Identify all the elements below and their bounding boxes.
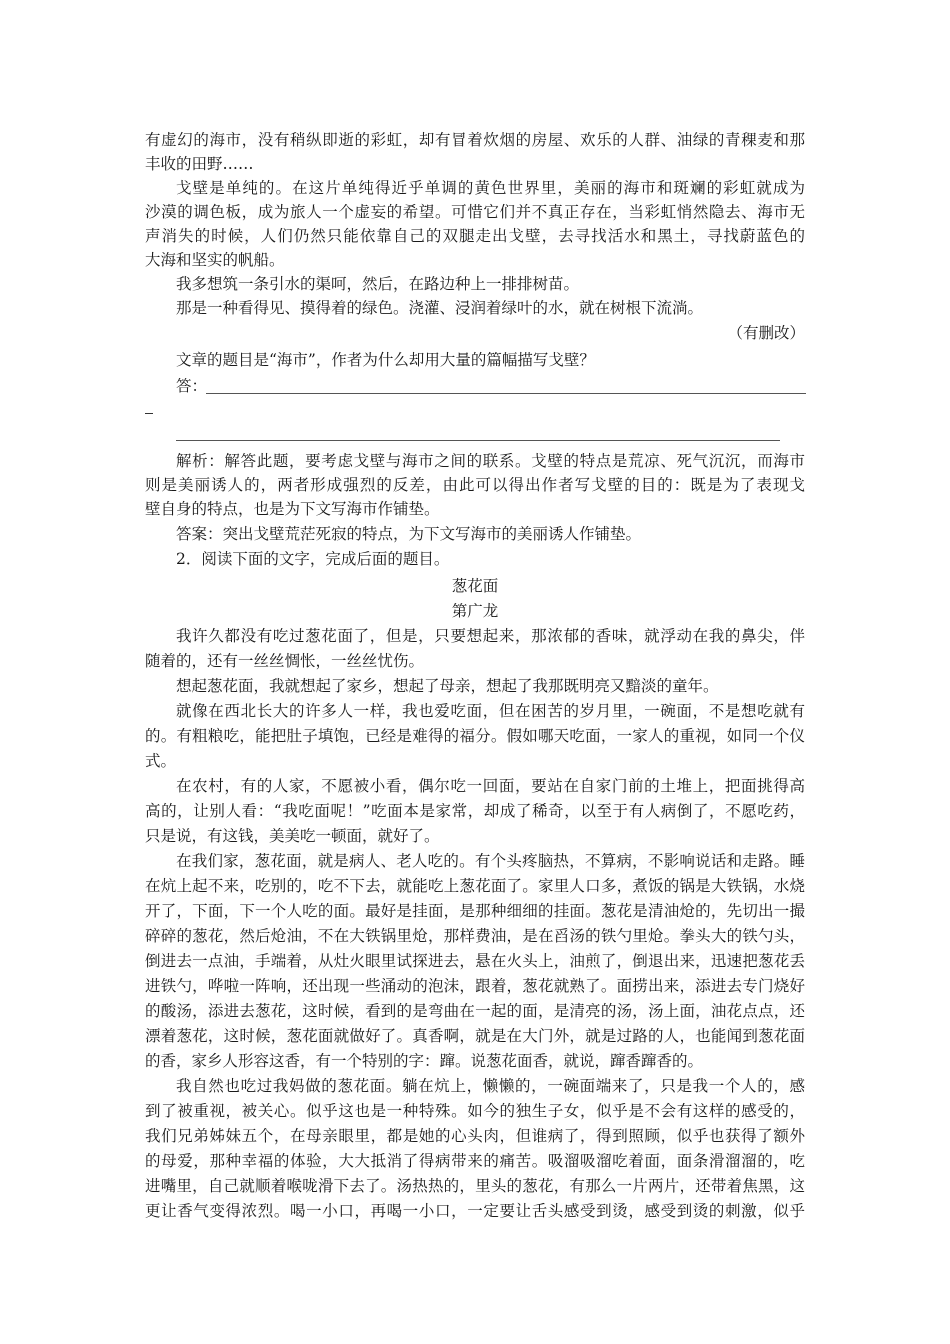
text-line: 只是说，有这钱，美美吃一顿面，就好了。 [145,827,440,845]
text-line: 有虚幻的海市，没有稍纵即逝的彩虹，却有冒着炊烟的房屋、欢乐的人群、油绿的青稞麦和那 [145,131,805,149]
text-line: 想起葱花面，我就想起了家乡，想起了母亲，想起了我那既明亮又黯淡的童年。 [176,677,719,695]
text-line: 碎碎的葱花，然后炝油，不在大铁锅里炝，那样费油，是在舀汤的铁勺里炝。拳头大的铁勺头， [145,927,805,945]
answer-line [206,393,806,394]
text-line: 到了被重视，被关心。似乎这也是一种特殊。如今的独生子女，似乎是不会有这样的感受的， [145,1102,805,1120]
question-heading: 2．阅读下面的文字，完成后面的题目。 [176,550,450,568]
text-line: 开了，下面，下一个人吃的面。最好是挂面，是那种细细的挂面。葱花是清油炝的，先切出一撮 [145,902,805,920]
text-line: 在我们家，葱花面，就是病人、老人吃的。有个头疼脑热，不算病，不影响说话和走路。睡 [176,852,805,870]
analysis-line: 壁自身的特点，也是为下文写海市作铺垫。 [145,500,440,518]
answer-label: 答： [176,377,208,395]
text-line: 的香，家乡人形容这香，有一个特别的字：蹿。说葱花面香，就说，蹿香蹿香的。 [145,1052,704,1070]
text-line: 漂着葱花，这时候，葱花面就做好了。真香啊，就是在大门外，就是过路的人，也能闻到葱花面 [145,1027,805,1045]
text-line: 的酸汤，添进去葱花，这时候，看到的是弯曲在一起的面，是清亮的汤，汤上面，油花点点，还 [145,1002,805,1020]
text-line: 进铁勺，哗啦一阵响，还出现一些涌动的泡沫，跟着，葱花就熟了。面捞出来，添进去专门烧好 [145,977,805,995]
text-line: 沙漠的调色板，成为旅人一个虚妄的希望。可惜它们并不真正存在，当彩虹悄然隐去、海市无 [145,203,805,221]
text-line: 在农村，有的人家，不愿被小看，偶尔吃一回面，要站在自家门前的土堆上，把面挑得高 [176,777,805,795]
source-note: （有删改） [727,324,805,342]
answer-line [176,440,780,441]
text-line: 那是一种看得见、摸得着的绿色。浇灌、浸润着绿叶的水，就在树根下流淌。 [176,299,704,317]
text-line: 高的，让别人看：“我吃面呢！”吃面本是家常，却成了稀奇，以至于有人病倒了，不愿吃药， [145,802,805,820]
text-line: 进嘴里，自己就顺着喉咙滑下去了。汤热热的，里头的葱花，有那么一片两片，还带着焦黑，这 [145,1177,805,1195]
analysis-line: 解析：解答此题，要考虑戈壁与海市之间的联系。戈壁的特点是荒凉、死气沉沉，而海市 [176,452,805,470]
answer-line-text: 答案：突出戈壁荒茫死寂的特点，为下文写海市的美丽诱人作铺垫。 [176,525,642,543]
text-line: 更让香气变得浓烈。喝一小口，再喝一小口，一定要让舌头感受到烫，感受到烫的刺激，似乎 [145,1202,805,1220]
text-line: 我们兄弟姊妹五个，在母亲眼里，都是她的心头肉，但谁病了，得到照顾，似乎也获得了额外 [145,1127,805,1145]
text-line: 我许久都没有吃过葱花面了，但是，只要想起来，那浓郁的香味，就浮动在我的鼻尖，伴 [176,627,805,645]
text-line: 大海和坚实的帆船。 [145,251,285,269]
text-line: 倒进去一点油，手端着，从灶火眼里试探进去，悬在火头上，油煎了，倒退出来，迅速把葱花丢 [145,952,805,970]
text-line: 戈壁是单纯的。在这片单纯得近乎单调的黄色世界里，美丽的海市和斑斓的彩虹就成为 [176,179,805,197]
analysis-line: 则是美丽诱人的，两者形成强烈的反差，由此可以得出作者写戈壁的目的：既是为了表现戈 [145,476,805,494]
text-line: 的母爱，那种幸福的体验，大大抵消了得病带来的痛苦。吸溜吸溜吃着面，面条滑溜溜的，吃 [145,1152,805,1170]
text-line: 随着的，还有一丝丝惆怅，一丝丝忧伤。 [145,652,425,670]
question-text: 文章的题目是“海市”，作者为什么却用大量的篇幅描写戈壁？ [176,351,595,369]
text-line: 我自然也吃过我妈做的葱花面。躺在炕上，懒懒的，一碗面端来了，只是我一个人的，感 [176,1077,805,1095]
text-line: 就像在西北长大的许多人一样，我也爱吃面，但在困苦的岁月里，一碗面，不是想吃就有 [176,702,805,720]
text-line: 声消失的时候，人们仍然只能依靠自己的双腿走出戈壁，去寻找活水和黑土，寻找蔚蓝色的 [145,227,805,245]
text-line: 的。有粗粮吃，能把肚子填饱，已经是难得的福分。假如哪天吃面，一家人的重视，如同一个仪 [145,727,805,745]
text-line: 我多想筑一条引水的渠呵，然后，在路边种上一排排树苗。 [176,275,580,293]
text-line: 丰收的田野…… [145,155,254,173]
article-author: 第广龙 [451,602,499,620]
text-line: 在炕上起不来，吃别的，吃不下去，就能吃上葱花面了。家里人口多，煮饭的锅是大铁锅，水烧 [145,877,805,895]
article-title: 葱花面 [451,577,499,595]
answer-line-dash [145,413,153,414]
text-line: 式。 [145,752,177,770]
